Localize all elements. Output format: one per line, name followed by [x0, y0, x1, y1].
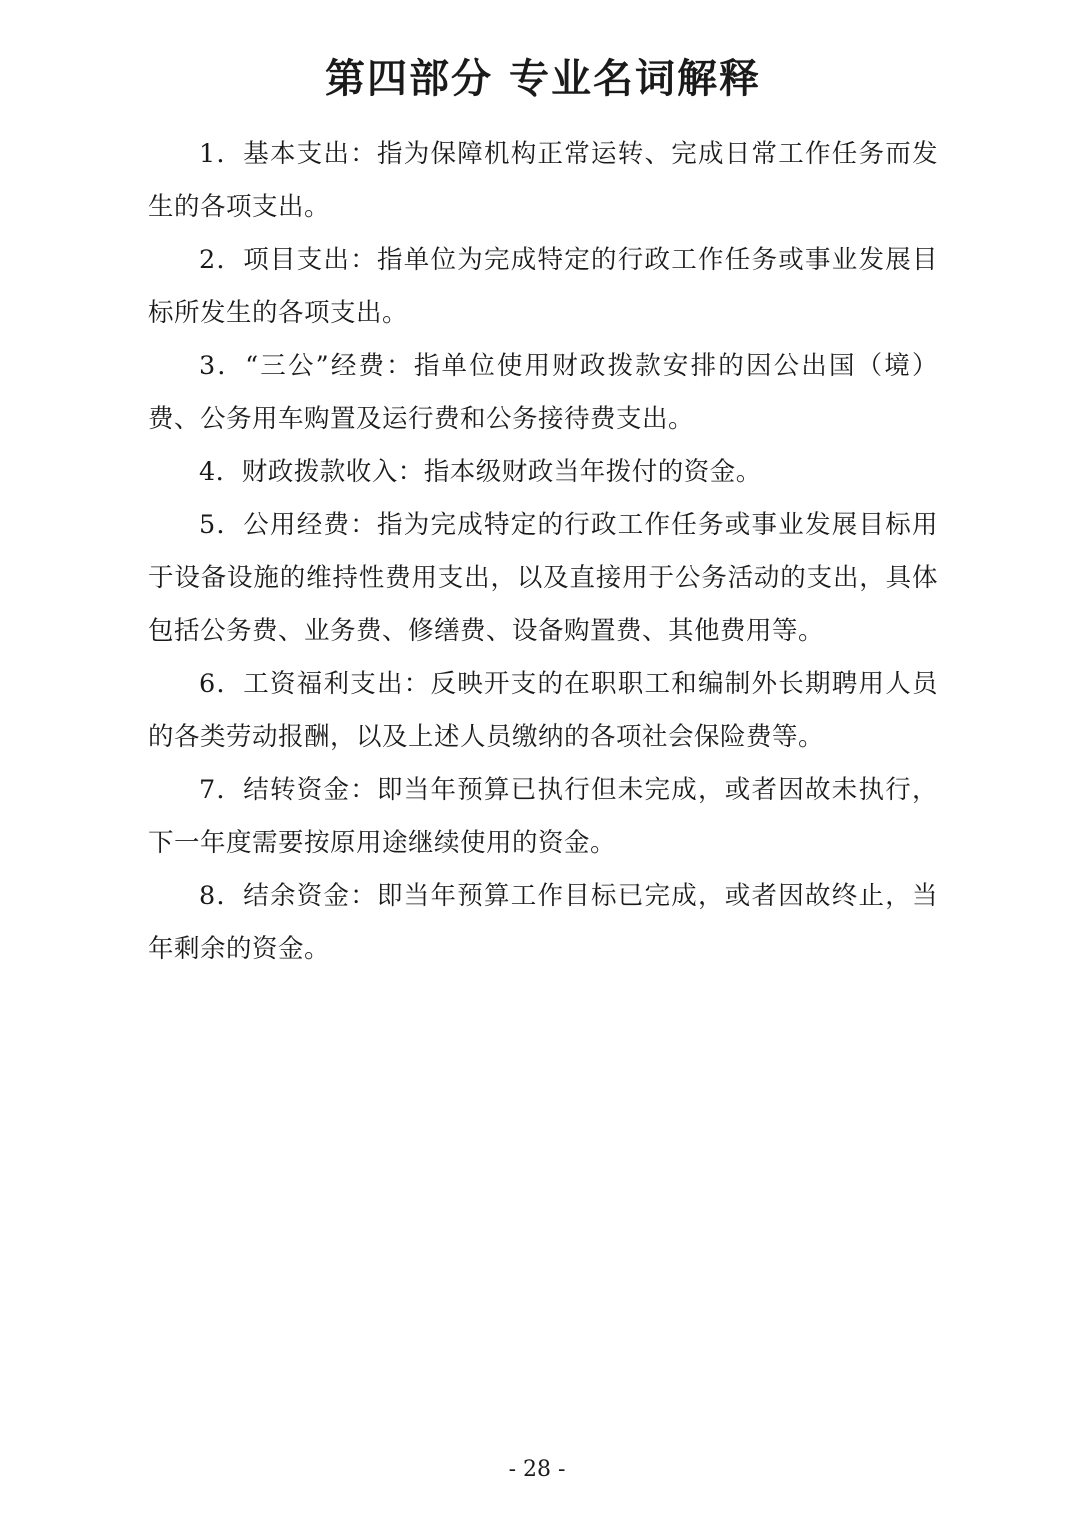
paragraph-project-expenditure: 2．项目支出：指单位为完成特定的行政工作任务或事业发展目标所发生的各项支出。 — [148, 245, 938, 328]
paragraph-three-public-funds: 3．“三公”经费：指单位使用财政拨款安排的因公出国（境）费、公务用车购置及运行费和公务接待费支出。 — [148, 351, 938, 434]
paragraph-fiscal-appropriation-income: 4．财政拨款收入：指本级财政当年拨付的资金。 — [199, 457, 762, 487]
document-body — [148, 52, 938, 976]
paragraph-salary-welfare-expenditure: 6．工资福利支出：反映开支的在职职工和编制外长期聘用人员的各类劳动报酬，以及上述人员缴纳的各项社会保险费等。 — [148, 669, 938, 752]
paragraph-basic-expenditure: 1．基本支出：指为保障机构正常运转、完成日常工作任务而发生的各项支出。 — [148, 139, 938, 222]
paragraph-surplus-funds: 8．结余资金：即当年预算工作目标已完成，或者因故终止，当年剩余的资金。 — [148, 881, 938, 964]
page-number: - 28 - — [508, 1457, 566, 1482]
paragraph-public-funds: 5．公用经费：指为完成特定的行政工作任务或事业发展目标用于设备设施的维持性费用支出，以及直接用于公务活动的支出，具体包括公务费、业务费、修缮费、设备购置费、其他费用等。 — [148, 510, 938, 646]
page-title: 第四部分 专业名词解释 — [325, 55, 761, 102]
paragraph-carryover-funds: 7．结转资金：即当年预算已执行但未完成，或者因故未执行，下一年度需要按原用途继续使用的资金。 — [148, 775, 938, 858]
